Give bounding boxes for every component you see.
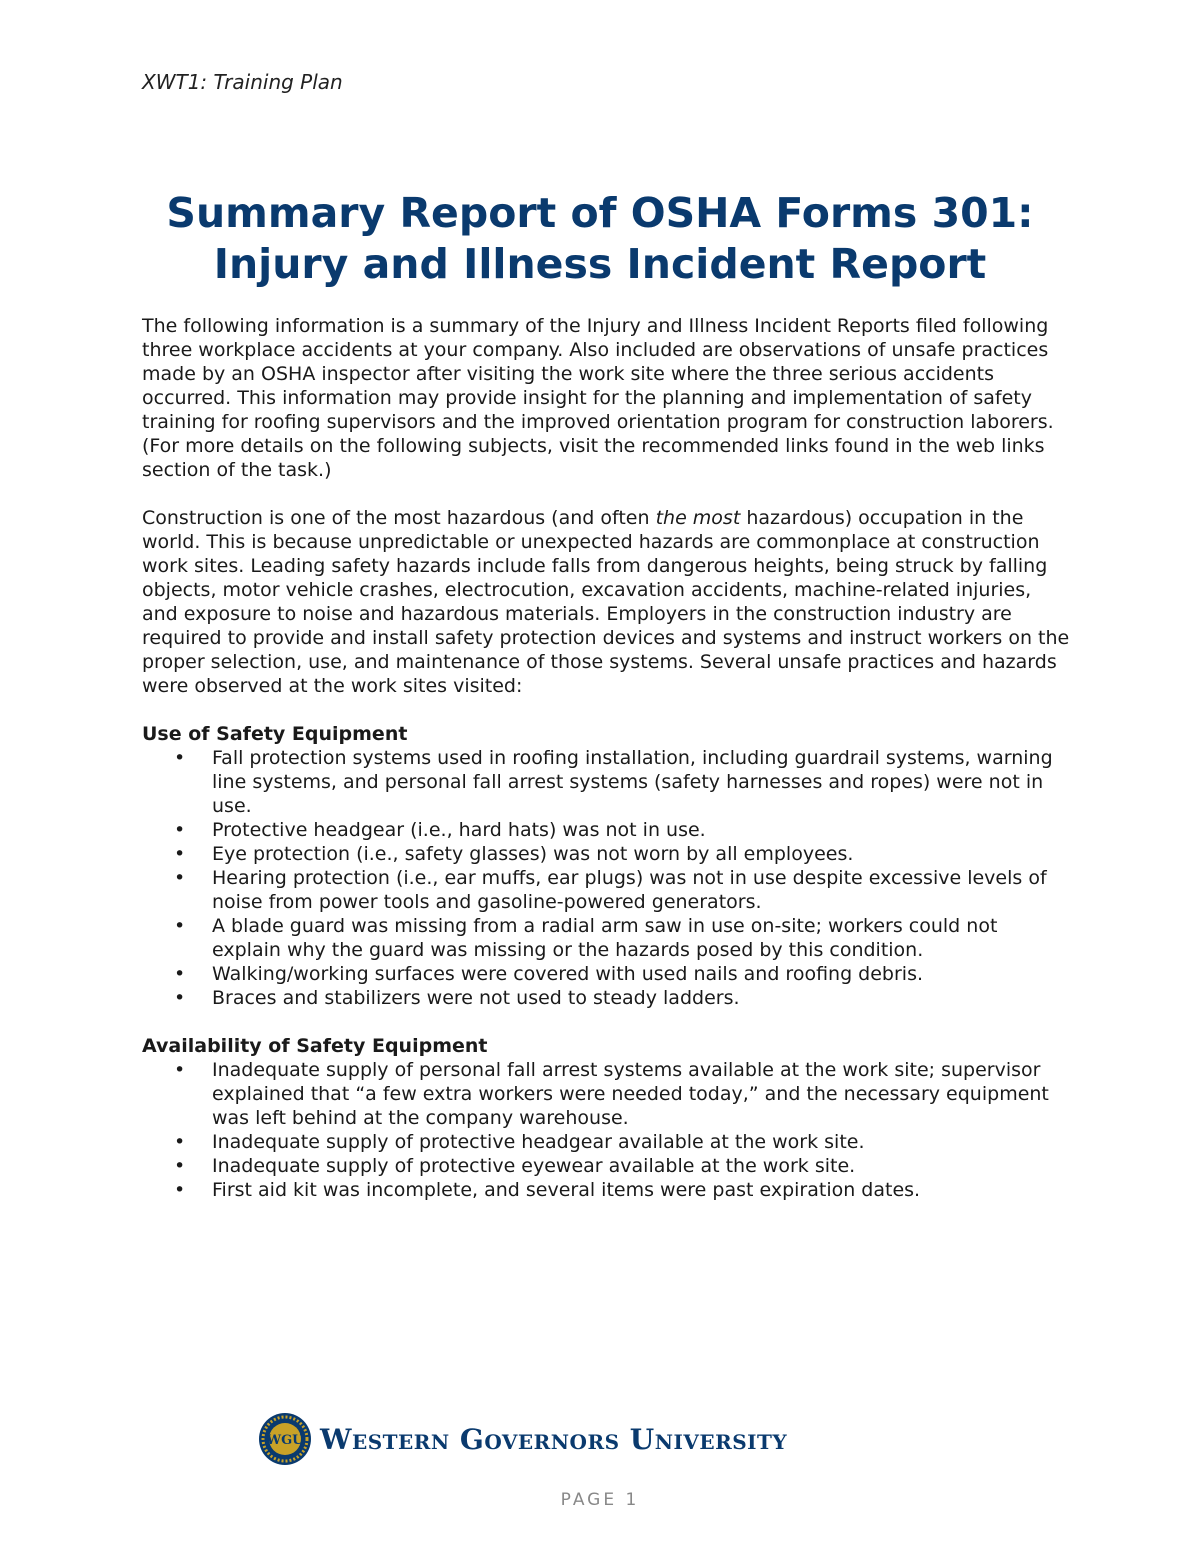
bullet-icon: •	[174, 867, 186, 889]
list-item-text: Inadequate supply of protective eyewear available at the work site.	[212, 1155, 856, 1177]
bullet-icon: •	[174, 747, 186, 769]
wgu-seal-icon	[258, 1412, 312, 1466]
list-item	[142, 866, 1072, 914]
list-item	[142, 1154, 1072, 1178]
wgu-logo	[258, 1412, 787, 1466]
title-line-2: Injury and Illness Incident Report	[213, 240, 987, 288]
page-number: PAGE 1	[560, 1490, 640, 1510]
bullet-icon: •	[174, 819, 186, 841]
section-heading-use: Use of Safety Equipment	[142, 723, 408, 745]
bullet-icon: •	[174, 915, 186, 937]
list-item	[142, 746, 1072, 818]
list-item	[142, 1178, 1072, 1202]
list-item	[142, 818, 1072, 842]
title-line-1: Summary Report of OSHA Forms 301:	[166, 189, 1034, 237]
bullet-icon: •	[174, 1131, 186, 1153]
document-body	[142, 314, 1072, 1226]
use-equipment-list	[142, 746, 1072, 1010]
seal-text: WGU	[266, 1433, 304, 1448]
list-item-text: First aid kit was incomplete, and several items were past expiration dates.	[212, 1179, 921, 1201]
list-item-text: A blade guard was missing from a radial arm saw in use on-site; workers could not explain why the guard was missing or the hazards posed by this condition.	[212, 915, 998, 961]
document-title	[100, 188, 1100, 290]
context-text-start: Construction is one of the most hazardous (and often	[142, 507, 656, 529]
list-item	[142, 1058, 1072, 1130]
page-header: XWT1: Training Plan	[142, 70, 343, 94]
logo-wordmark: Western Governors University	[320, 1422, 788, 1456]
list-item	[142, 914, 1072, 962]
list-item-text: Hearing protection (i.e., ear muffs, ear plugs) was not in use despite excessive levels of noise from power tools and gasoline-powered generators.	[212, 867, 1047, 913]
section-heading-availability: Availability of Safety Equipment	[142, 1035, 488, 1057]
list-item	[142, 962, 1072, 986]
bullet-icon: •	[174, 1155, 186, 1177]
availability-equipment-list	[142, 1058, 1072, 1202]
list-item-text: Walking/working surfaces were covered with used nails and roofing debris.	[212, 963, 924, 985]
bullet-icon: •	[174, 1059, 186, 1081]
list-item-text: Protective headgear (i.e., hard hats) was not in use.	[212, 819, 706, 841]
context-paragraph	[142, 506, 1072, 698]
list-item-text: Braces and stabilizers were not used to steady ladders.	[212, 987, 740, 1009]
list-item-text: Fall protection systems used in roofing installation, including guardrail systems, warning line systems, and personal fall arrest systems (safety harnesses and ropes) were not in use.	[212, 747, 1053, 817]
intro-paragraph: The following information is a summary of the Injury and Illness Incident Reports filed following three workplace accidents at your company. Also included are observations of unsafe practices made by an OSHA inspector after visiting the work site where the three serious accidents occurred. This information may provide insight for the planning and implementation of safety training for roofing supervisors and the improved orientation program for construction laborers. (For more details on the following subjects, visit the recommended links found in the web links section of the task.)	[142, 315, 1054, 481]
list-item-text: Inadequate supply of personal fall arrest systems available at the work site; supervisor explained that “a few extra workers were needed today,” and the necessary equipment was left behind at the company warehouse.	[212, 1059, 1049, 1129]
context-emphasis: the most	[655, 507, 741, 529]
bullet-icon: •	[174, 987, 186, 1009]
context-text-end: hazardous) occupation in the world. This is because unpredictable or unexpected hazards are commonplace at construction work sites. Leading safety hazards include falls from dangerous heights, being struck by falling objects, motor vehicle crashes, electrocution, excavation accidents, machine-related injuries, and exposure to noise and hazardous materials. Employers in the construction industry are required to provide and install safety protection devices and systems and instruct workers on the proper selection, use, and maintenance of those systems. Several unsafe practices and hazards were observed at the work sites visited:	[142, 507, 1070, 697]
list-item	[142, 1130, 1072, 1154]
bullet-icon: •	[174, 843, 186, 865]
list-item-text: Inadequate supply of protective headgear available at the work site.	[212, 1131, 865, 1153]
list-item	[142, 986, 1072, 1010]
bullet-icon: •	[174, 963, 186, 985]
list-item	[142, 842, 1072, 866]
bullet-icon: •	[174, 1179, 186, 1201]
list-item-text: Eye protection (i.e., safety glasses) was not worn by all employees.	[212, 843, 854, 865]
